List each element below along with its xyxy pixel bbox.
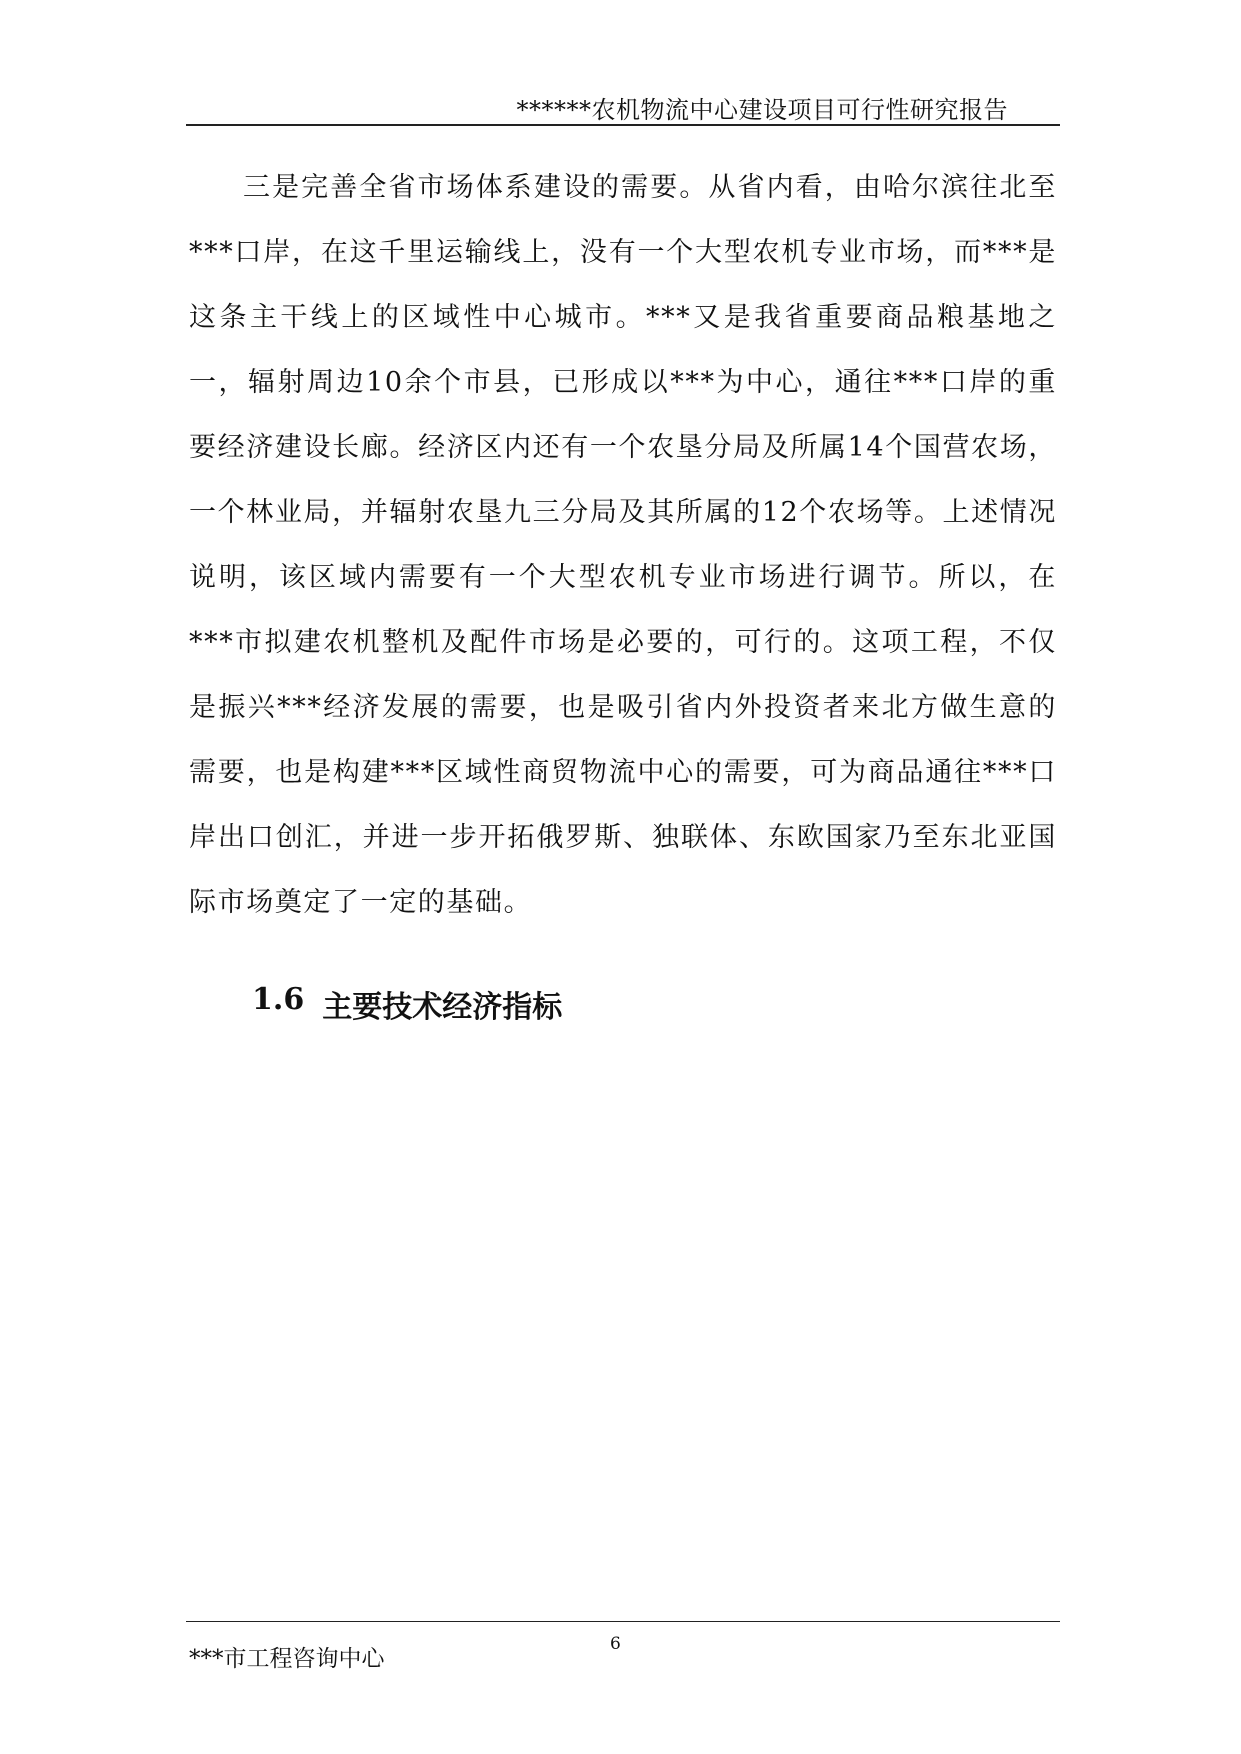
header-title: ******农机物流中心建设项目可行性研究报告 — [516, 96, 1008, 124]
page-header — [186, 84, 1060, 126]
section-title: 主要技术经济指标 — [322, 990, 563, 1025]
section-number: 1.6 — [252, 982, 305, 1017]
footer-organization: ***市工程咨询中心 — [189, 1646, 385, 1672]
body-paragraph: 三是完善全省市场体系建设的需要。从省内看，由哈尔滨往北至***口岸，在这千里运输线上，没有一个大型农机专业市场，而***是这条主干线上的区域性中心城市。***又是我省重要商品粮基地之一，辐射周边10余个市县，已形成以***为中心，通往***口岸的重要经济建设长廊。经济区内还有一个农垦分局及所属14个国营农场，一个林业局，并辐射农垦九三分局及其所属的12个农场等。上述情况说明，该区域内需要有一个大型农机专业市场进行调节。所以，在***市拟建农机整机及配件市场是必要的，可行的。这项工程，不仅是振兴***经济发展的需要，也是吸引省内外投资者来北方做生意的需要，也是构建***区域性商贸物流中心的需要，可为商品通往***口岸出口创汇，并进一步开拓俄罗斯、独联体、东欧国家乃至东北亚国际市场奠定了一定的基础。 — [189, 172, 1057, 918]
section-heading — [252, 982, 562, 1026]
page-number: 6 — [610, 1634, 621, 1654]
footer-divider — [186, 1621, 1060, 1622]
